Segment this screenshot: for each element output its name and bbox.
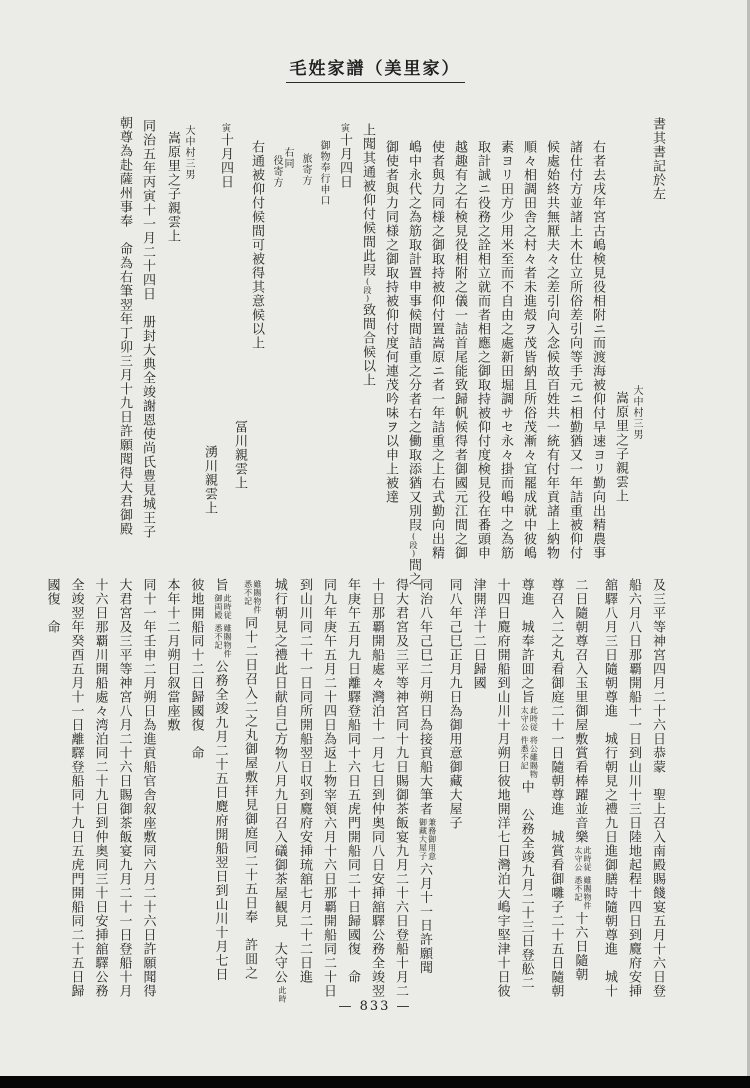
text-column — [573, 578, 592, 1010]
interlinear-note-row: 此時従 — [529, 706, 539, 732]
page-title: 毛姓家譜（美里家） — [286, 54, 465, 83]
text-column — [271, 115, 281, 603]
column-text: 朝尊為赴薩州事奉 命為右筆翌年丁卯三月十九日許願聞得大君御殿 — [117, 116, 132, 536]
text-column — [603, 578, 616, 1010]
column-text: 致間合候以上 — [360, 303, 375, 387]
column-text: 冨川親雲上 — [232, 420, 247, 490]
text-column — [361, 115, 374, 571]
interlinear-note — [214, 624, 232, 658]
interlinear-note — [520, 706, 538, 732]
column-text: 十六日隨朝 — [572, 911, 588, 982]
column-text: 大君宮及三平等神宮八月二十六日賜御茶飯宴九月二十一日登船十月 — [116, 578, 132, 998]
column-text: 同治五年丙寅十一月二十四日 册封大典全竣謝恩使尚氏豊見城王子 — [140, 119, 155, 539]
column-text: 尊進 城奉許囬之旨 — [518, 578, 534, 704]
page-number: — 833 — — [338, 999, 412, 1014]
interlinear-note-row: 件悉不記 — [520, 735, 530, 770]
column-text: 御物奉行申口 — [318, 140, 329, 206]
column-text: 右者去戌年宮古嶋検見役相附ニ而渡海被仰付早速ヨリ勤向出精農事 — [590, 140, 605, 560]
column-text: 國復 命 — [44, 578, 60, 634]
interlinear-note-row: 悉不記 — [573, 875, 583, 901]
column-text: 順々相調田舎之村々者未進殻ヲ茂皆納且所俗茂漸々宜罷成就中彼嶋 — [521, 140, 536, 560]
text-column — [394, 578, 407, 1010]
text-column — [243, 578, 262, 1010]
text-column — [496, 578, 509, 1010]
column-text: 到山川同二十一日同所開船翌日収到麑府安挿琉舘七月二十二日進 — [296, 578, 312, 984]
column-text: 旨 — [212, 578, 228, 592]
column-text: 舘驛八月三日隨朝尊進 城行朝見之禮九日進御膳時隨朝尊進 城十 — [602, 578, 617, 998]
interlinear-note-row: 此時 — [277, 986, 287, 1003]
interlinear-note-row: 悉不記 — [213, 623, 223, 649]
column-text: 同十一年壬申二月朔日為進貢船官舎叙座敷同六月二十六日許願聞得 — [140, 578, 156, 998]
column-text: 六月十一日許願聞 — [416, 862, 432, 975]
column-text: 素ヨリ田方少用米至而不自由之處新田堀調サセ永々掛而嶋中之為筋 — [498, 140, 513, 560]
interlinear-note — [574, 876, 592, 910]
column-text: 旅寄方 — [300, 153, 311, 186]
column-text: 同八年己巳正月九日為御用意御藏大屋子 — [446, 578, 462, 830]
interlinear-note-row: 雖賜物件 — [223, 623, 233, 658]
interlinear-note-row: 兼務御用意 — [427, 818, 437, 861]
interlinear-note — [243, 580, 261, 614]
column-text: 尊召入二之丸看御庭二十一日隨朝尊進 城賞看御囃子二十五日隨朝 — [548, 578, 564, 998]
column-text: 上聞其通被仰付候間此叚 — [360, 123, 375, 277]
year-marker: 寅 — [220, 123, 230, 133]
text-column — [430, 115, 443, 588]
column-text: 得大君宮及三平等神宮同十九日賜御茶飯宴九月二十六日登船十月二 — [392, 578, 408, 998]
text-column — [219, 115, 232, 571]
text-column — [318, 115, 328, 588]
column-text: 使者與力同様之御取持被仰付置嵩原ニ者一年詰重之上右式勤向出精 — [429, 140, 444, 560]
text-column — [472, 578, 485, 1010]
column-text: 同治八年己巳二月朔日為接貢船大筆者 — [416, 578, 432, 816]
text-column — [141, 578, 154, 1010]
text-column — [549, 578, 562, 1010]
interlinear-note-row: 此時従 — [223, 594, 233, 620]
text-column — [520, 578, 539, 1010]
interlinear-note-row: 御両殿 — [213, 594, 223, 620]
column-text: 大中村三男 — [631, 385, 642, 440]
text-column — [545, 115, 558, 588]
column-text: 城行朝見之禮此日献自己方物八月九日召入礒御茶屋観見 大守公 — [271, 578, 287, 984]
text-column — [141, 115, 154, 567]
column-text: 嵩原里之子親雲上 — [165, 131, 180, 243]
text-column — [499, 115, 512, 588]
column-text: 右同 — [282, 147, 293, 169]
interlinear-note — [520, 736, 538, 779]
column-text: 中 公務全竣九月二十三日登舩二 — [518, 780, 534, 990]
column-text: 大中村三男 — [183, 125, 194, 180]
column-text: 嵩原里之子親雲上 — [613, 391, 628, 503]
column-text: 船六月八日那覇開船十一日到山川十三日陸地起程十四日到麑府安挿 — [626, 578, 641, 998]
column-text: 越趣有之右検見役相附之儀一詰首尾能致歸帆候得者御國元江間之御 — [452, 140, 467, 560]
interlinear-note-row: 雖賜物件 — [252, 580, 262, 614]
text-column — [384, 115, 397, 588]
column-text: 二日隨朝尊召入玉里御屋敷賞看棒躍並音樂 — [572, 578, 588, 844]
gloss-note: (段) — [409, 532, 418, 558]
column-text: 候處始終共無厭夫々之差引向入念候故百姓共一統有付年貢諸上納物 — [544, 140, 559, 560]
text-column — [298, 578, 311, 1010]
text-column — [213, 578, 232, 1010]
column-text: 書其書記於左 — [650, 117, 665, 201]
text-column — [418, 578, 437, 1010]
interlinear-note-row: 雖賜物件 — [583, 875, 592, 910]
interlinear-note-row: 将公雖賜物 — [529, 735, 539, 778]
column-text: 嶋中永代之為筋取計置申事候間詰重之分者右之働取添猶又別叚 — [406, 140, 421, 532]
text-column — [370, 578, 383, 1010]
column-text: 年庚午五月九日離驛登船同十六日五虎門開船同二十日歸國復 命 — [344, 578, 360, 984]
upper-text-block — [60, 115, 665, 586]
text-column — [93, 578, 106, 1010]
text-column — [568, 115, 581, 588]
text-column — [407, 115, 420, 588]
column-text: 御使者與力同様之御取持被仰付度何連茂吟味ヲ以申上被達 — [383, 140, 398, 504]
text-column — [117, 578, 130, 1010]
text-column — [476, 115, 489, 588]
text-column — [338, 115, 351, 571]
text-column — [322, 578, 335, 1010]
text-column — [166, 115, 179, 579]
text-column — [453, 115, 466, 588]
page-header — [0, 54, 750, 83]
interlinear-note-row: 此時従 — [583, 846, 592, 872]
text-column — [250, 115, 263, 588]
text-column — [273, 578, 287, 1010]
text-column — [183, 115, 193, 573]
column-text: 本年十二月朔日叙當座敷 — [164, 578, 180, 732]
text-column — [651, 578, 664, 1010]
text-column — [189, 578, 202, 1010]
scan-edge-bottom — [0, 1076, 750, 1088]
column-text: 十日那覇開船處々灣泊十一月七日到仲奥同八日安挿舘驛公務全竣翌 — [368, 578, 384, 998]
text-column — [591, 115, 604, 588]
column-text: 諸仕付方並諸上木仕立所俗差引向等手元ニ相勤猶又一年詰重被仰付 — [567, 140, 582, 560]
text-column — [448, 578, 461, 1010]
interlinear-note — [214, 594, 232, 620]
column-text: 同十二日召入二之丸御屋敷拝見御庭同二十五日奉 許囬之 — [242, 616, 258, 980]
interlinear-note — [418, 818, 436, 861]
text-column — [627, 578, 640, 1010]
text-column — [165, 578, 178, 1010]
column-text: 彼地開船同十二日歸國復 命 — [188, 578, 204, 760]
lower-text-block — [44, 578, 665, 1010]
gloss-note: (段) — [363, 277, 372, 303]
column-text: 十月四日 — [218, 133, 233, 189]
column-text: 十六日那覇川開船處々湾泊同二十九日到仲奥同三十日安挿舘驛公務 — [92, 578, 108, 998]
column-text: 及三平等神宮四月二十六日恭蒙 聖上召入南殿賜餞宴五月十六日登 — [650, 578, 665, 998]
column-text: 湧川親雲上 — [202, 445, 217, 515]
column-text: 十月四日 — [337, 133, 352, 189]
text-column — [300, 115, 310, 601]
text-column — [118, 115, 131, 564]
column-text: 取計誠ニ役務之詮相立就而者相應之御取持被仰付度検見役在番頭申 — [475, 140, 490, 560]
text-column — [651, 115, 664, 565]
column-text: 右通被仰付候間可被得其意候以上 — [249, 140, 264, 350]
year-marker: 寅 — [339, 123, 349, 133]
column-text: 十四日麑府開船到山川十月朔日彼地開洋七日灣泊大嶋宇堅津十日彼 — [494, 578, 510, 998]
interlinear-note — [574, 846, 592, 872]
interlinear-note-row: 御藏大屋子 — [418, 818, 428, 861]
interlinear-note-row: 太守公 — [520, 706, 530, 732]
column-text: 公務全竣九月二十五日麑府開船翌日到山川十月七日 — [212, 659, 228, 982]
column-text: 全竣翌年癸酉五月十一日離驛登船同十九日五虎門開船同二十五日歸 — [68, 578, 84, 998]
text-column — [45, 578, 58, 1010]
column-text: 間之 — [406, 558, 421, 586]
text-column — [282, 115, 292, 595]
interlinear-note-row: 太守公 — [573, 846, 583, 872]
text-column — [346, 578, 359, 1010]
column-text: 同九年庚午五月二十四日為返上物宰領六月十六日那覇開船同二十日 — [320, 578, 336, 998]
text-column — [69, 578, 82, 1010]
column-text: 津開洋十二日歸國 — [470, 578, 486, 690]
column-text: 役寄方 — [271, 155, 282, 188]
text-column — [522, 115, 535, 588]
interlinear-note-row: 悉不記 — [243, 580, 253, 606]
